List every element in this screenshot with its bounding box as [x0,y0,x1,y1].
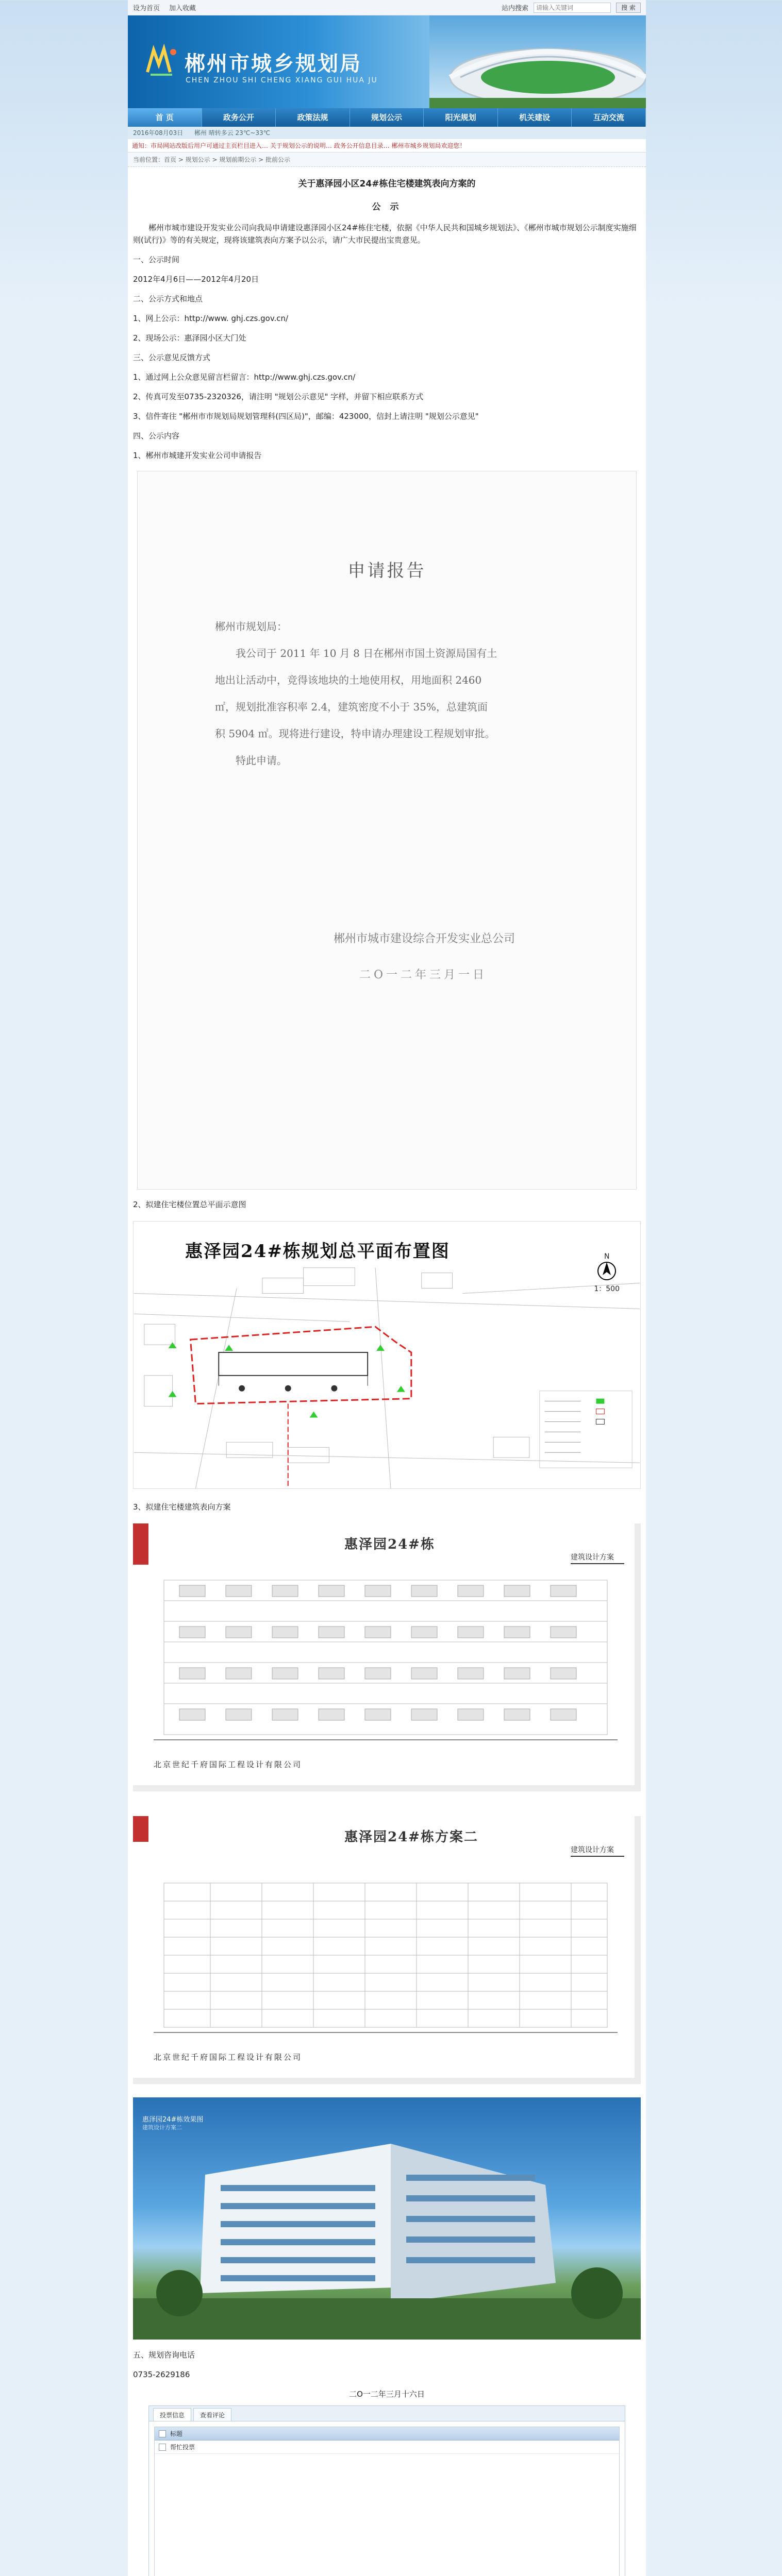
scan-line: 特此申请。 [236,754,287,767]
table-row[interactable] [155,2441,619,2454]
online-notice: 1、网上公示：http://www. ghj.czs.gov.cn/ [133,314,289,323]
select-all-checkbox[interactable] [159,2430,166,2437]
announcement-marquee[interactable]: 通知：市局网站改版后用户可通过主页栏目进入… 关于规划公示的说明… 政务公开信息目录… 郴州市城乡规划局欢迎您！ [128,139,646,152]
grid-header-title: 标题 [170,2430,183,2437]
scan-title: 申请报告 [347,561,426,581]
section-heading: 五、规划咨询电话 [133,2350,195,2360]
scheme-tag: 建筑设计方案 [571,1844,624,1857]
tab-vote-info[interactable]: 投票信息 [153,2408,191,2421]
elevation-drawing-1 [133,1523,635,1785]
content-item: 1、郴州市城建开发实业公司申请报告 [133,451,262,460]
scan-signature-date: 二O一二年三月一日 [359,969,488,981]
scan-line: ㎡，规划批准容积率 2.4，建筑密度不小于 35%，总建筑面 [215,701,488,713]
design-company: 北京世纪千府国际工程设计有限公司 [154,1760,303,1769]
consult-phone: 0735-2629186 [133,2370,190,2379]
search-input[interactable] [534,3,611,13]
rendering-title: 惠泽园24#栋效果图 [142,2116,204,2124]
building-rendering-image [133,2097,641,2340]
scan-line: 地出让活动中，竞得该地块的土地使用权，用地面积 2460 [215,674,482,686]
current-date: 2016年08月03日 [133,129,184,137]
nav-government-affairs[interactable]: 政务公开 [202,108,276,127]
scan-body [215,613,571,774]
architecture-scheme-2 [133,1816,641,2084]
scheme-tag: 建筑设计方案 [571,1552,624,1564]
nav-sunshine-planning[interactable]: 阳光规划 [424,108,498,127]
date-weather-bar [128,127,646,139]
add-favorite-link[interactable]: 加入收藏 [169,5,196,12]
vote-widget [148,2405,625,2576]
section-heading: 四、公示内容 [133,431,180,440]
site-plan-image [133,1221,641,1489]
nav-planning-notices[interactable]: 规划公示 [350,108,424,127]
figure-caption: 2、拟建住宅楼位置总平面示意图 [133,1200,246,1209]
set-home-link[interactable]: 设为首页 [133,5,160,12]
feedback-item: 1、通过网上公众意见留言栏留言：http://www.ghj.czs.gov.cn/ [133,372,356,382]
vote-grid [154,2427,620,2576]
top-utility-bar [128,0,646,15]
page [128,0,646,2576]
scan-line: 我公司于 2011 年 10 月 8 日在郴州市国土资源局国有土 [236,647,497,659]
section-heading: 一、公示时间 [133,255,180,264]
header-banner [128,15,646,108]
nav-agency-building[interactable]: 机关建设 [498,108,572,127]
elevation-drawing-2 [133,1816,635,2078]
feedback-item: 2、传真可发至0735-2320326，请注明 "规划公示意见" 字样，并留下相应联系方式 [133,392,424,401]
article-intro: 郴州市城市建设开发实业公司向我局申请建设惠泽园小区24#栋住宅楼，依据《中华人民共和国城乡规划法》、《郴州市城市规划公示制度实施细则(试行)》等的有关规定，现将该建筑表向方案予以公示，请广大市民提出宝贵意见。 [133,223,637,245]
site-plan-title: 惠泽园24#栋规划总平面布置图 [185,1241,450,1262]
scale-label: 1：500 [594,1285,620,1293]
breadcrumb: 当前位置：首页 > 规划公示 > 规划前期公示 > 批前公示 [128,152,646,167]
site-logo [143,44,179,80]
vote-tabs [149,2406,625,2421]
scheme-title: 惠泽园24#栋 [344,1537,435,1552]
main-nav [128,108,646,127]
nav-home[interactable]: 首 页 [128,108,202,127]
architecture-scheme-1 [133,1523,641,1791]
grid-header [155,2427,619,2441]
site-title: 郴州市城乡规划局 [185,52,362,76]
weather-text: 郴州 晴转多云 23℃~33℃ [194,129,271,137]
stadium-photo [429,15,646,108]
decor-bar [133,1523,148,1565]
scan-signature: 郴州市城市建设综合开发实业总公司 [334,933,515,945]
row-title: 帮忙投票 [170,2444,195,2451]
figure-caption: 3、拟建住宅楼建筑表向方案 [133,1502,231,1512]
section-heading: 三、公示意见反馈方式 [133,353,211,362]
search-label: 站内搜索 [501,5,528,12]
article [128,176,646,2576]
north-label: N [604,1252,610,1261]
design-company: 北京世纪千府国际工程设计有限公司 [154,2053,303,2062]
scheme-title: 惠泽园24#栋方案二 [344,1829,478,1845]
north-arrow [594,1252,620,1294]
nav-interaction[interactable]: 互动交流 [572,108,646,127]
notice-date: 二O一二年三月十六日 [349,2389,425,2399]
feedback-item: 3、信件寄往 "郴州市市规划局规划管理科(四区局)"，邮编：423000，信封上请注明 "规划公示意见" [133,412,479,421]
onsite-notice: 2、现场公示：惠泽园小区大门处 [133,333,246,343]
article-title: 关于惠泽园小区24#栋住宅楼建筑表向方案的 [298,179,476,189]
rendering-subtitle: 建筑设计方案二 [142,2124,182,2131]
building-rendering [133,2097,641,2340]
notice-period: 2012年4月6日——2012年4月20日 [133,275,259,284]
scan-addressee: 郴州市规划局： [215,620,287,633]
application-report-scan [137,471,637,1190]
scan-line: 积 5904 ㎡。现将进行建设，特申请办理建设工程规划审批。 [215,727,495,740]
section-heading: 二、公示方式和地点 [133,294,203,303]
site-title-en: CHEN ZHOU SHI CHENG XIANG GUI HUA JU [186,76,378,84]
nav-policies[interactable]: 政策法规 [276,108,350,127]
decor-bar [133,1816,148,1842]
north-arrow-icon [596,1261,617,1281]
tab-view-comments[interactable]: 查看评论 [193,2408,231,2421]
row-checkbox[interactable] [159,2444,166,2451]
search-button[interactable]: 搜 索 [616,3,641,13]
article-subtitle: 公 示 [372,202,402,212]
